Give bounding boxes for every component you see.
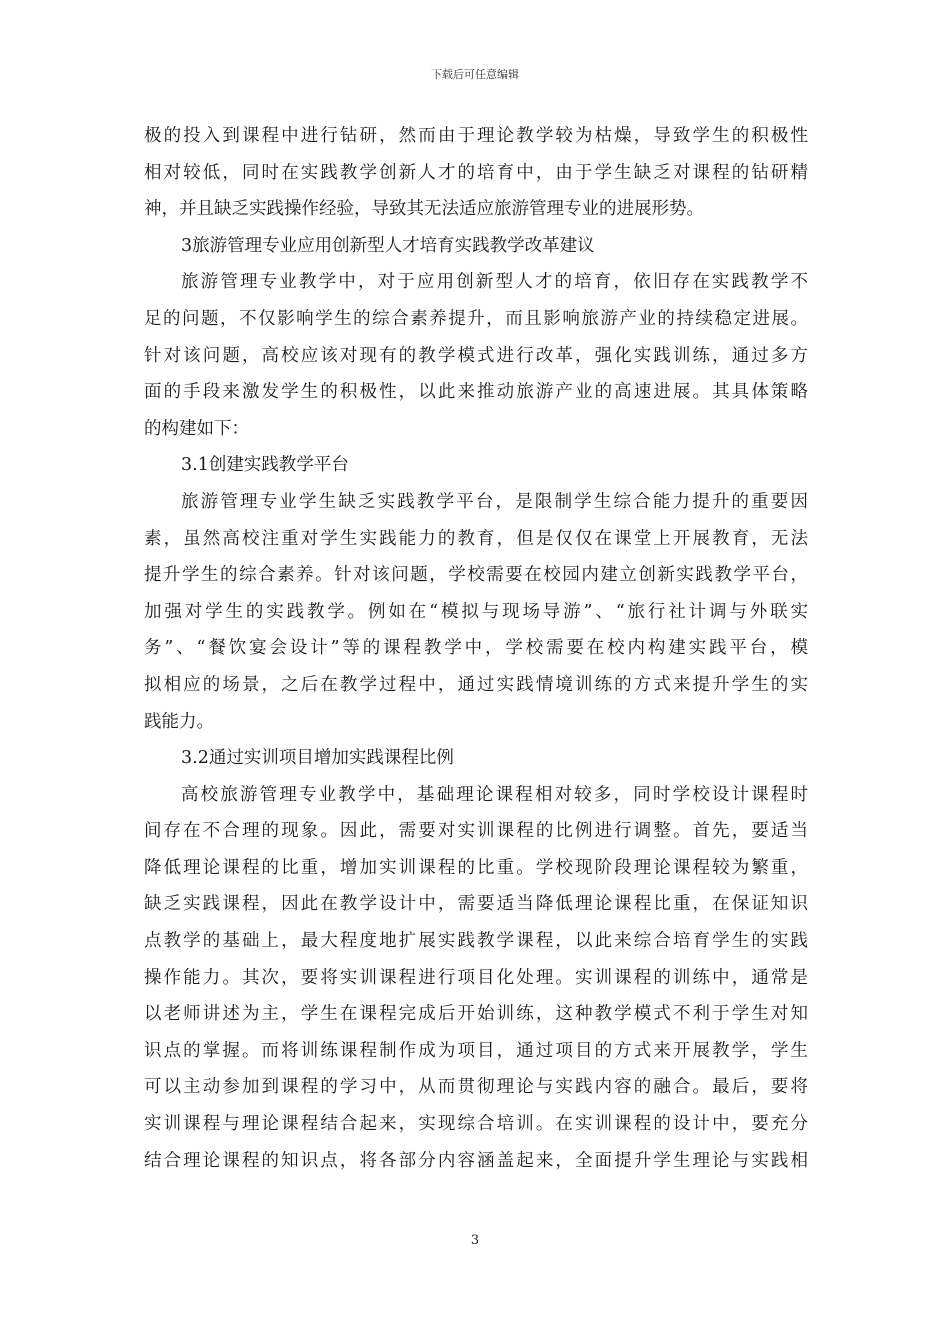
text-line: 针对该问题，高校应该对现有的教学模式进行改革，强化实践训练，通过多方: [144, 345, 808, 366]
text-line: 加强对学生的实践教学。例如在“模拟与现场导游”、“旅行社计调与外联实: [144, 601, 808, 622]
text-line: 降低理论课程的比重，增加实训课程的比重。学校现阶段理论课程较为繁重，: [144, 857, 808, 878]
text-line: 提升学生的综合素养。针对该问题，学校需要在校园内建立创新实践教学平台，: [144, 565, 808, 586]
text-line: 实训课程与理论课程结合起来，实现综合培训。在实训课程的设计中，要充分: [144, 1114, 808, 1135]
text-line: 结合理论课程的知识点，将各部分内容涵盖起来，全面提升学生理论与实践相: [144, 1150, 808, 1171]
text-line: 旅游管理专业学生缺乏实践教学平台，是限制学生综合能力提升的重要因: [181, 491, 808, 512]
text-line: 3.1创建实践教学平台: [181, 455, 349, 476]
text-line: 极的投入到课程中进行钻研，然而由于理论教学较为枯燥，导致学生的积极性: [144, 126, 808, 146]
text-line: 操作能力。其次，要将实训课程进行项目化处理。实训课程的训练中，通常是: [144, 967, 808, 988]
text-line: 可以主动参加到课程的学习中，从而贯彻理论与实践内容的融合。最后，要将: [144, 1077, 808, 1098]
page-header: 下载后可任意编辑: [431, 68, 519, 81]
text-line: 旅游管理专业教学中，对于应用创新型人才的培育，依旧存在实践教学不: [181, 272, 808, 293]
text-line: 高校旅游管理专业教学中，基础理论课程相对较多，同时学校设计课程时: [181, 784, 808, 805]
text-line: 践能力。: [144, 711, 214, 732]
text-line: 3旅游管理专业应用创新型人才培育实践教学改革建议: [181, 235, 595, 256]
text-line: 素，虽然高校注重对学生实践能力的教育，但是仅仅在课堂上开展教育，无法: [144, 528, 808, 549]
document-body: [144, 118, 808, 1179]
text-line: 面的手段来激发学生的积极性，以此来推动旅游产业的高速进展。其具体策略: [144, 382, 808, 403]
text-line: 足的问题，不仅影响学生的综合素养提升，而且影响旅游产业的持续稳定进展。: [144, 308, 808, 329]
text-line: 的构建如下：: [144, 418, 249, 439]
page-number: 3: [470, 1233, 480, 1248]
text-line: 间存在不合理的现象。因此，需要对实训课程的比例进行调整。首先，要适当: [144, 821, 808, 842]
text-line: 务”、“餐饮宴会设计”等的课程教学中，学校需要在校内构建实践平台，模: [144, 638, 808, 659]
text-line: 相对较低，同时在实践教学创新人才的培育中，由于学生缺乏对课程的钻研精: [144, 162, 808, 183]
text-line: 3.2通过实训项目增加实践课程比例: [181, 748, 454, 769]
text-line: 神，并且缺乏实践操作经验，导致其无法适应旅游管理专业的进展形势。: [144, 199, 704, 220]
text-line: 拟相应的场景，之后在教学过程中，通过实践情境训练的方式来提升学生的实: [144, 674, 808, 695]
text-line: 点教学的基础上，最大程度地扩展实践教学课程，以此来综合培育学生的实践: [144, 931, 808, 952]
text-line: 识点的掌握。而将训练课程制作成为项目，通过项目的方式来开展教学，学生: [144, 1040, 808, 1061]
text-line: 缺乏实践课程，因此在教学设计中，需要适当降低理论课程比重，在保证知识: [144, 894, 808, 915]
text-line: 以老师讲述为主，学生在课程完成后开始训练，这种教学模式不利于学生对知: [144, 1004, 808, 1025]
